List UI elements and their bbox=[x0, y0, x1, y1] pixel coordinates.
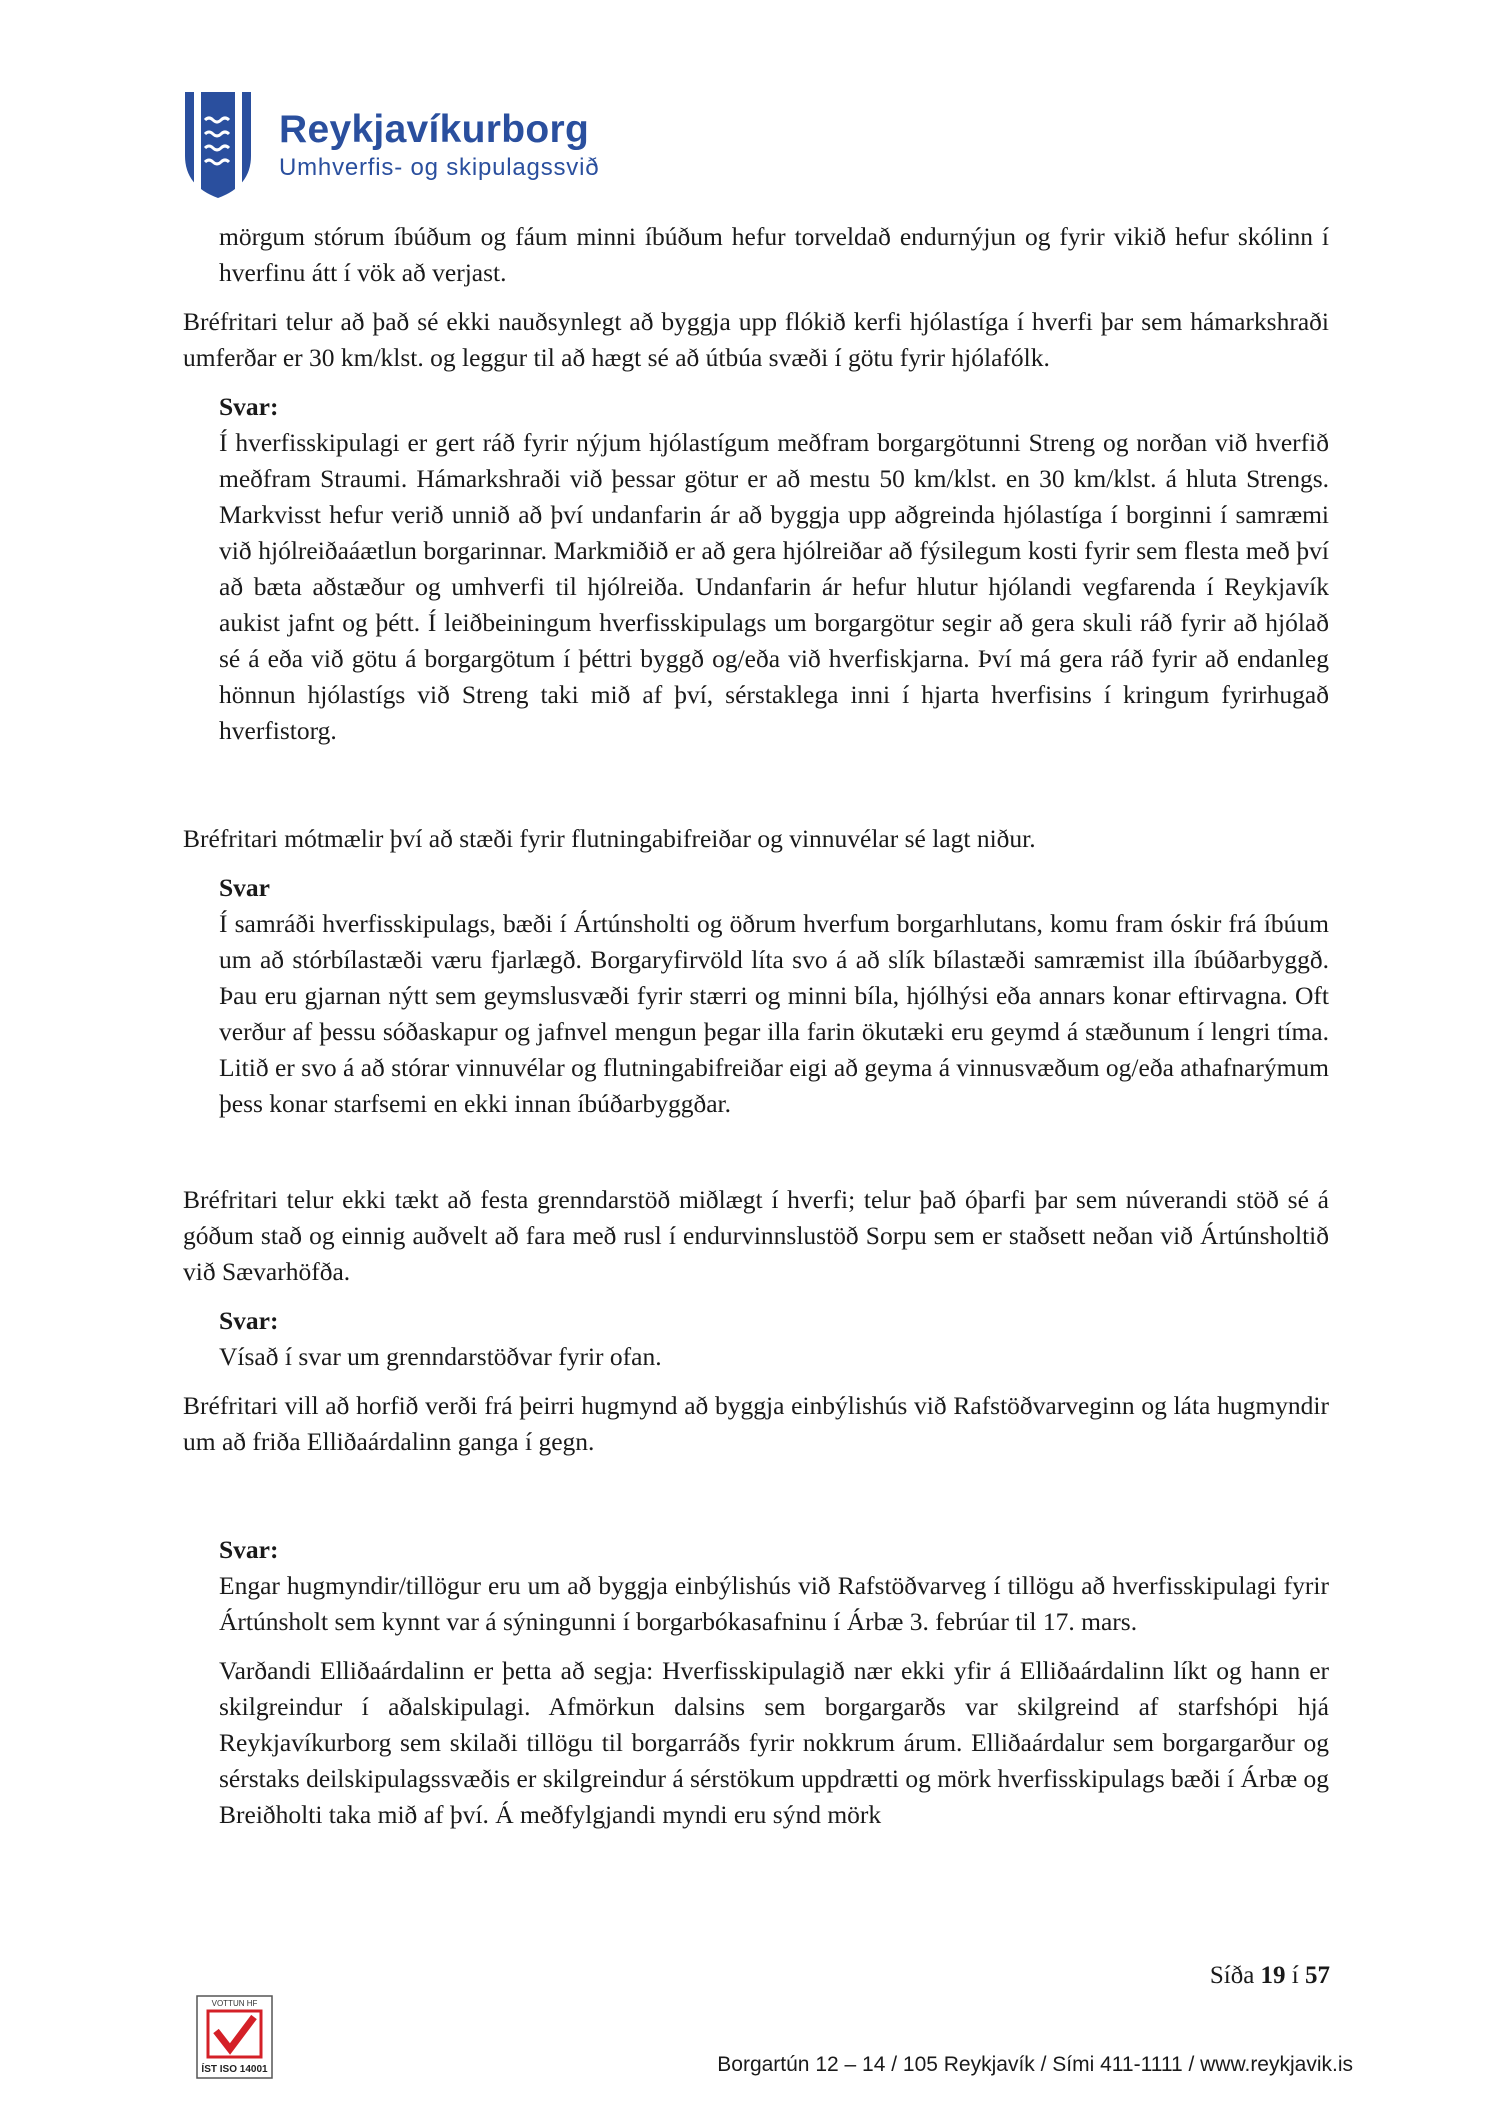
page-number bbox=[1200, 1962, 1330, 1990]
org-name: Reykjavíkurborg bbox=[279, 108, 590, 151]
paragraph: Bréfritari telur ekki tækt að festa grenndarstöð miðlægt í hverfi; telur það óþarfi þar sem núverandi stöð sé á góðum stað og einnig auðvelt að fara með rusl í endurvinnslustöð Sorpu sem er staðsett neðan við Ártúnsholtið við Sævarhöfða. bbox=[183, 1185, 1329, 1286]
answer-heading: Svar: bbox=[219, 1535, 279, 1564]
page-total: 57 bbox=[1305, 1962, 1330, 1989]
page-prefix: Síða bbox=[1209, 1962, 1255, 1989]
document-body bbox=[183, 219, 1329, 1833]
answer-heading: Svar bbox=[219, 873, 270, 902]
department-name: Umhverfis- og skipulagssvið bbox=[279, 154, 600, 181]
paragraph: mörgum stórum íbúðum og fáum minni íbúðum hefur torveldað endurnýjun og fyrir vikið hefur skólinn í hverfinu átt í vök að verjast. bbox=[219, 222, 1329, 287]
paragraph: Í samráði hverfisskipulags, bæði í Ártúnsholti og öðrum hverfum borgarhlutans, komu fram óskir frá íbúum um að stórbílastæði væru fjarlægð. Borgaryfirvöld líta svo á að slík bílastæði samræmist illa íbúðarbyggð. Þau eru gjarnan nýtt sem geymslusvæði fyrir stærri og minni bíla, hjólhýsi eða annars konar eftirvagna. Oft verður af þessu sóðaskapur og jafnvel mengun þegar illa farin ökutæki eru geymd á stæðunum í lengri tíma. Litið er svo á að stórar vinnuvélar og flutningabifreiðar eigi að geyma á vinnusvæðum og/eða athafnarýmum þess konar starfsemi en ekki innan íbúðarbyggðar. bbox=[219, 909, 1329, 1118]
answer-heading: Svar: bbox=[219, 1306, 279, 1335]
footer-address: Borgartún 12 – 14 / 105 Reykjavík / Sími 411-1111 / www.reykjavik.is bbox=[717, 2053, 1353, 2076]
paragraph: Bréfritari mótmælir því að stæði fyrir flutningabifreiðar og vinnuvélar sé lagt niður. bbox=[183, 824, 1036, 853]
page-separator: í bbox=[1291, 1962, 1299, 1989]
cert-bottom-text: ÍST ISO 14001 bbox=[201, 2064, 268, 2075]
paragraph: Bréfritari telur að það sé ekki nauðsynlegt að byggja upp flókið kerfi hjólastíga í hverfi þar sem hámarkshraði umferðar er 30 km/klst. og leggur til að hægt sé að útbúa svæði í götu fyrir hjólafólk. bbox=[183, 307, 1329, 372]
paragraph: Bréfritari vill að horfið verði frá þeirri hugmynd að byggja einbýlishús við Rafstöðvarveginn og láta hugmyndir um að friða Elliðaárdalinn ganga í gegn. bbox=[183, 1391, 1329, 1456]
header-logo bbox=[183, 90, 599, 200]
paragraph: Engar hugmyndir/tillögur eru um að byggja einbýlishús við Rafstöðvarveg í tillögu að hverfisskipulagi fyrir Ártúnsholt sem kynnt var á sýningunni í borgarbókasafninu í Árbæ 3. febrúar til 17. mars. bbox=[219, 1571, 1329, 1636]
cert-top-text: VOTTUN HF bbox=[211, 1999, 258, 2008]
paragraph: Vísað í svar um grenndarstöðvar fyrir ofan. bbox=[219, 1342, 662, 1371]
answer-heading: Svar: bbox=[219, 392, 279, 421]
paragraph: Varðandi Elliðaárdalinn er þetta að segja: Hverfisskipulagið nær ekki yfir á Elliðaárdalinn líkt og hann er skilgreindur í aðalskipulagi. Afmörkun dalsins sem borgargarðs var skilgreind af starfshópi hjá Reykjavíkurborg sem skilaði tillögu til borgarráðs fyrir nokkrum árum. Elliðaárdalur sem borgargarður og sérstaks deilskipulagssvæðis er skilgreindur á sérstökum uppdrætti og mörk hverfisskipulags bæði í Árbæ og Breiðholti taka mið af því. Á meðfylgjandi myndi eru sýnd mörk bbox=[219, 1656, 1329, 1829]
page-current: 19 bbox=[1260, 1962, 1286, 1989]
paragraph: Í hverfisskipulagi er gert ráð fyrir nýjum hjólastígum meðfram borgargötunni Streng og norðan við hverfið meðfram Straumi. Hámarkshraði við þessar götur er að mestu 50 km/klst. en 30 km/klst. á hluta Strengs. Markvisst hefur verið unnið að því undanfarin ár að byggja upp aðgreinda hjólastíga í borginni í samræmi við hjólreiðaáætlun borgarinnar. Markmiðið er að gera hjólreiðar að fýsilegum kosti fyrir sem flesta með því að bæta aðstæður og umhverfi til hjólreiða. Undanfarin ár hefur hlutur hjólandi vegfarenda í Reykjavík aukist jafnt og þétt. Í leiðbeiningum hverfisskipulags um borgargötur segir að gera skuli ráð fyrir að hjólað sé á eða við götu á borgargötum í þéttri byggð og/eða við hverfiskjarna. Því má gera ráð fyrir að endanleg hönnun hjólastígs við Streng taki mið af því, sérstaklega inni í hjarta hverfisins í kringum fyrirhugað hverfistorg. bbox=[219, 428, 1329, 745]
iso-certification-icon bbox=[196, 1995, 273, 2079]
reykjavik-coat-of-arms-icon bbox=[183, 90, 253, 200]
